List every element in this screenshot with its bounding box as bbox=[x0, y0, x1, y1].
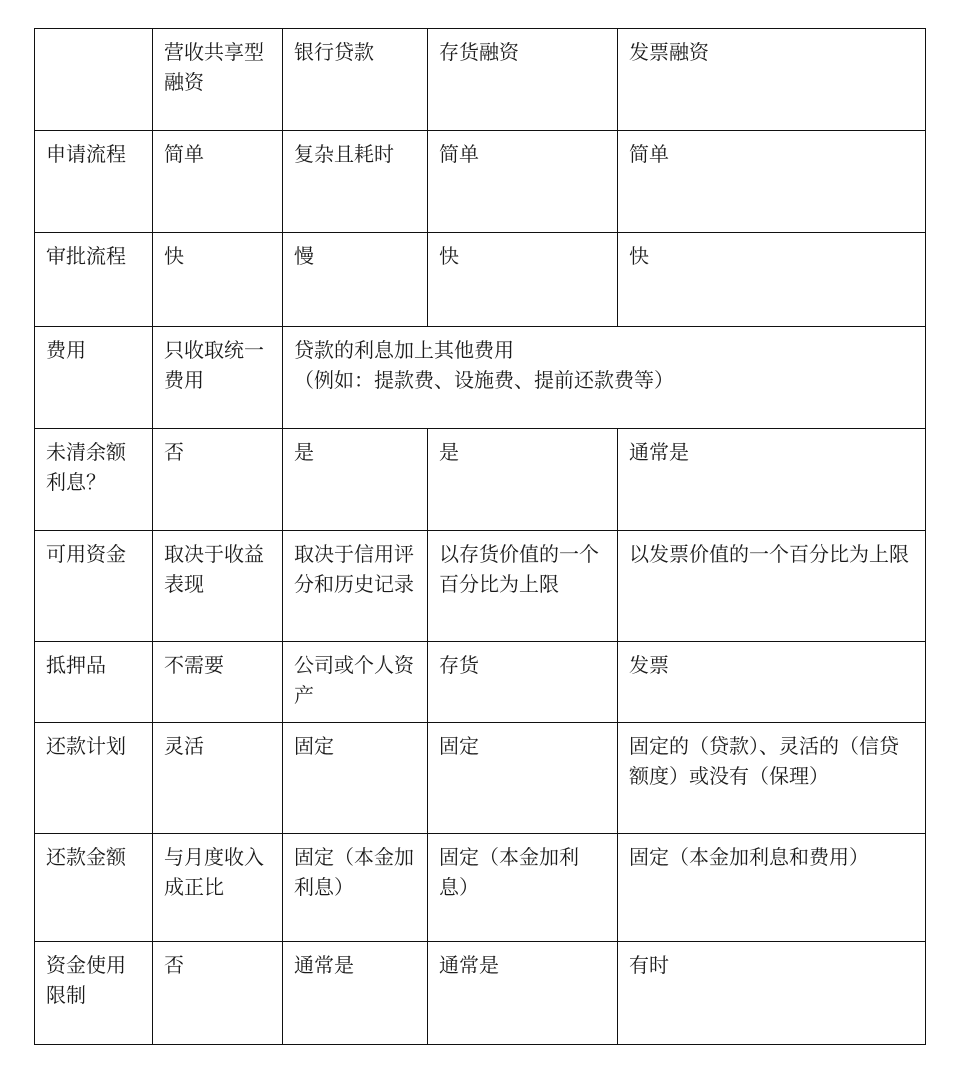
table-cell: 否 bbox=[153, 942, 283, 1045]
table-cell: 取决于收益表现 bbox=[153, 531, 283, 642]
table-cell: 简单 bbox=[428, 131, 618, 233]
row-label: 还款计划 bbox=[35, 723, 153, 834]
table-cell: 固定 bbox=[283, 723, 428, 834]
table-row bbox=[35, 723, 926, 834]
table-row bbox=[35, 834, 926, 942]
table-cell: 有时 bbox=[618, 942, 926, 1045]
table-row bbox=[35, 233, 926, 327]
header-cell-invoice: 发票融资 bbox=[618, 29, 926, 131]
table-row bbox=[35, 429, 926, 531]
table-cell: 慢 bbox=[283, 233, 428, 327]
row-label: 申请流程 bbox=[35, 131, 153, 233]
table-cell: 取决于信用评分和历史记录 bbox=[283, 531, 428, 642]
table-cell: 通常是 bbox=[618, 429, 926, 531]
table-cell: 以发票价值的一个百分比为上限 bbox=[618, 531, 926, 642]
table-row bbox=[35, 642, 926, 723]
row-label: 资金使用限制 bbox=[35, 942, 153, 1045]
table-row bbox=[35, 942, 926, 1045]
row-label: 可用资金 bbox=[35, 531, 153, 642]
table-cell: 固定（本金加利息） bbox=[283, 834, 428, 942]
table-cell: 发票 bbox=[618, 642, 926, 723]
table-cell: 固定 bbox=[428, 723, 618, 834]
financing-comparison-table bbox=[34, 28, 926, 1045]
table-cell: 简单 bbox=[618, 131, 926, 233]
header-cell-bank-loan: 银行贷款 bbox=[283, 29, 428, 131]
table-cell: 复杂且耗时 bbox=[283, 131, 428, 233]
fee-line-1: 贷款的利息加上其他费用 bbox=[294, 338, 514, 362]
table-cell: 不需要 bbox=[153, 642, 283, 723]
table-cell: 公司或个人资产 bbox=[283, 642, 428, 723]
header-row bbox=[35, 29, 926, 131]
table-cell: 通常是 bbox=[283, 942, 428, 1045]
row-label: 还款金额 bbox=[35, 834, 153, 942]
table-cell: 只收取统一费用 bbox=[153, 327, 283, 429]
table-cell: 是 bbox=[428, 429, 618, 531]
table-cell: 快 bbox=[618, 233, 926, 327]
table-cell: 通常是 bbox=[428, 942, 618, 1045]
table-cell: 否 bbox=[153, 429, 283, 531]
table-row bbox=[35, 531, 926, 642]
merged-fee-cell bbox=[283, 327, 926, 429]
header-cell-inventory: 存货融资 bbox=[428, 29, 618, 131]
row-label: 抵押品 bbox=[35, 642, 153, 723]
header-cell-revenue-based: 营收共享型融资 bbox=[153, 29, 283, 131]
table-cell: 固定的（贷款）、灵活的（信贷额度）或没有（保理） bbox=[618, 723, 926, 834]
table-row bbox=[35, 131, 926, 233]
header-cell-empty bbox=[35, 29, 153, 131]
table-cell: 快 bbox=[153, 233, 283, 327]
fee-line-2: （例如：提款费、设施费、提前还款费等） bbox=[294, 368, 674, 392]
table-cell: 以存货价值的一个百分比为上限 bbox=[428, 531, 618, 642]
table-cell: 是 bbox=[283, 429, 428, 531]
table-row bbox=[35, 327, 926, 429]
table-cell: 简单 bbox=[153, 131, 283, 233]
table-cell: 快 bbox=[428, 233, 618, 327]
table-cell: 固定（本金加利息） bbox=[428, 834, 618, 942]
row-label: 未清余额利息？ bbox=[35, 429, 153, 531]
row-label: 费用 bbox=[35, 327, 153, 429]
table-cell: 与月度收入成正比 bbox=[153, 834, 283, 942]
table-cell: 存货 bbox=[428, 642, 618, 723]
table-cell: 固定（本金加利息和费用） bbox=[618, 834, 926, 942]
table-cell: 灵活 bbox=[153, 723, 283, 834]
row-label: 审批流程 bbox=[35, 233, 153, 327]
